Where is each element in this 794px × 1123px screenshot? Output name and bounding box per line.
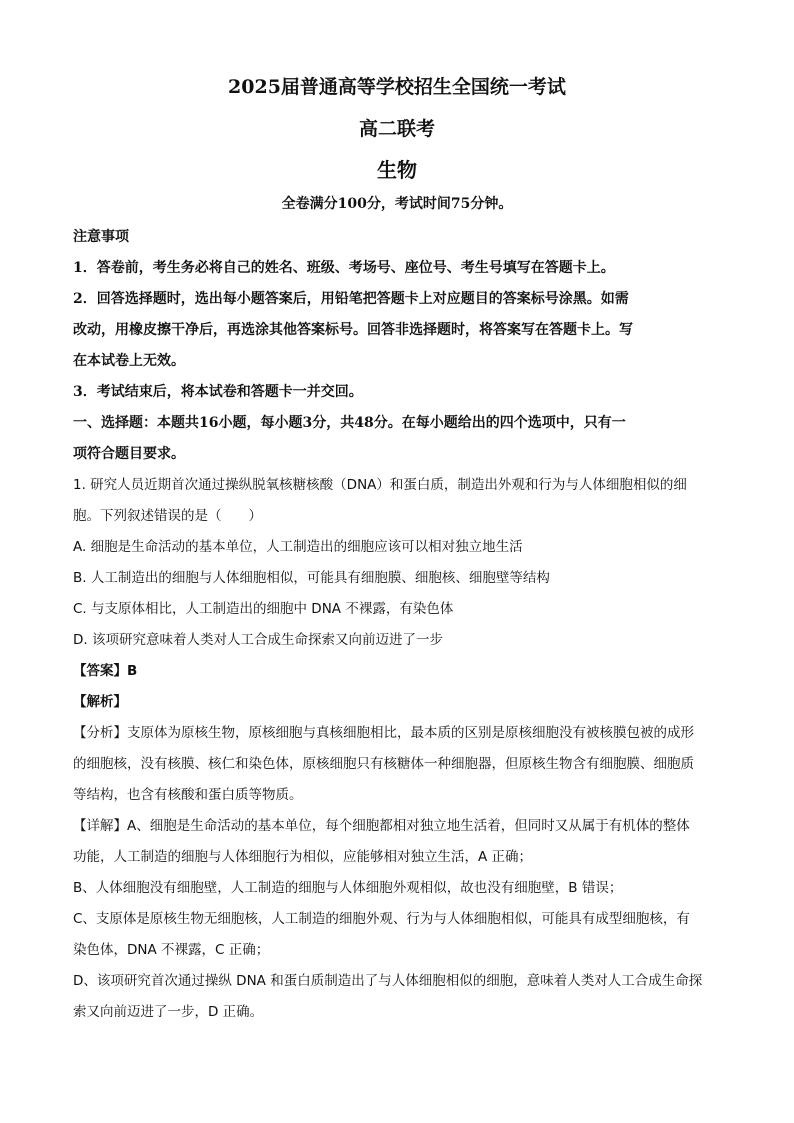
option-a: A. 细胞是生命活动的基本单位，人工制造出的细胞应该可以相对独立地生活 — [73, 539, 523, 555]
option-d: D. 该项研究意味着人类对人工合成生命探索又向前迈进了一步 — [73, 632, 443, 648]
notice-item-3: 3．考试结束后，将本试卷和答题卡一并交回。 — [73, 384, 363, 400]
analysis-label: 【解析】 — [73, 694, 127, 710]
section-heading-line-1: 一、选择题：本题共16小题，每小题3分，共48分。在每小题给出的四个选项中，只有一 — [73, 415, 626, 431]
xiangjie-d-line-2: 索又向前迈进了一步，D 正确。 — [73, 1004, 264, 1020]
exam-body — [73, 222, 723, 1028]
option-c: C. 与支原体相比，人工制造出的细胞中 DNA 不裸露，有染色体 — [73, 601, 454, 617]
question-1-stem-line-2: 胞。下列叙述错误的是（ ） — [73, 508, 262, 524]
xiangjie-c-line-2: 染色体，DNA 不裸露，C 正确； — [73, 942, 270, 958]
xiangjie-c-line-1: C、支原体是原核生物无细胞核，人工制造的细胞外观、行为与人体细胞相似，可能具有成型细胞核，有 — [73, 911, 690, 927]
answer-label: 【答案】B — [73, 663, 138, 679]
xiangjie-d-line-1: D、该项研究首次通过操纵 DNA 和蛋白质制造出了与人体细胞相似的细胞，意味着人类对人工合成生命探 — [73, 973, 703, 989]
option-b: B. 人工制造出的细胞与人体细胞相似，可能具有细胞膜、细胞核、细胞壁等结构 — [73, 570, 550, 586]
score-time-note: 全卷满分100分，考试时间75分钟。 — [281, 196, 513, 212]
notice-item-2-line-1: 2．回答选择题时，选出每小题答案后，用铅笔把答题卡上对应题目的答案标号涂黑。如需 — [73, 291, 629, 307]
exam-title: 2025届普通高等学校招生全国统一考试 — [228, 76, 566, 98]
xiangjie-line-2: 功能，人工制造的细胞与人体细胞行为相似，应能够相对独立生活，A 正确； — [73, 849, 533, 865]
exam-subtitle: 高二联考 — [358, 118, 435, 140]
fenxi-line-1: 【分析】支原体为原核生物，原核细胞与真核细胞相比，最本质的区别是原核细胞没有被核膜包被的成形 — [73, 725, 694, 741]
xiangjie-b: B、人体细胞没有细胞壁，人工制造的细胞与人体细胞外观相似，故也没有细胞壁，B 错误； — [73, 880, 623, 896]
question-1-stem-line-1: 1. 研究人员近期首次通过操纵脱氧核糖核酸（DNA）和蛋白质，制造出外观和行为与人体细胞相似的细 — [73, 477, 687, 493]
notice-heading: 注意事项 — [73, 229, 129, 245]
section-heading-line-2: 项符合题目要求。 — [73, 446, 185, 462]
notice-item-2-line-3: 在本试卷上无效。 — [73, 353, 185, 369]
notice-item-2-line-2: 改动，用橡皮擦干净后，再选涂其他答案标号。回答非选择题时，将答案写在答题卡上。写 — [73, 322, 633, 338]
notice-item-1: 1．答卷前，考生务必将自己的姓名、班级、考场号、座位号、考生号填写在答题卡上。 — [73, 260, 615, 276]
exam-subject: 生物 — [377, 158, 417, 182]
fenxi-line-3: 等结构，也含有核酸和蛋白质等物质。 — [73, 787, 303, 803]
xiangjie-line-1: 【详解】A、细胞是生命活动的基本单位，每个细胞都相对独立地生活着，但同时又从属于有机体的整体 — [73, 818, 690, 834]
fenxi-line-2: 的细胞核，没有核膜、核仁和染色体，原核细胞只有核糖体一种细胞器，但原核生物含有细胞膜、细胞质 — [73, 756, 694, 772]
